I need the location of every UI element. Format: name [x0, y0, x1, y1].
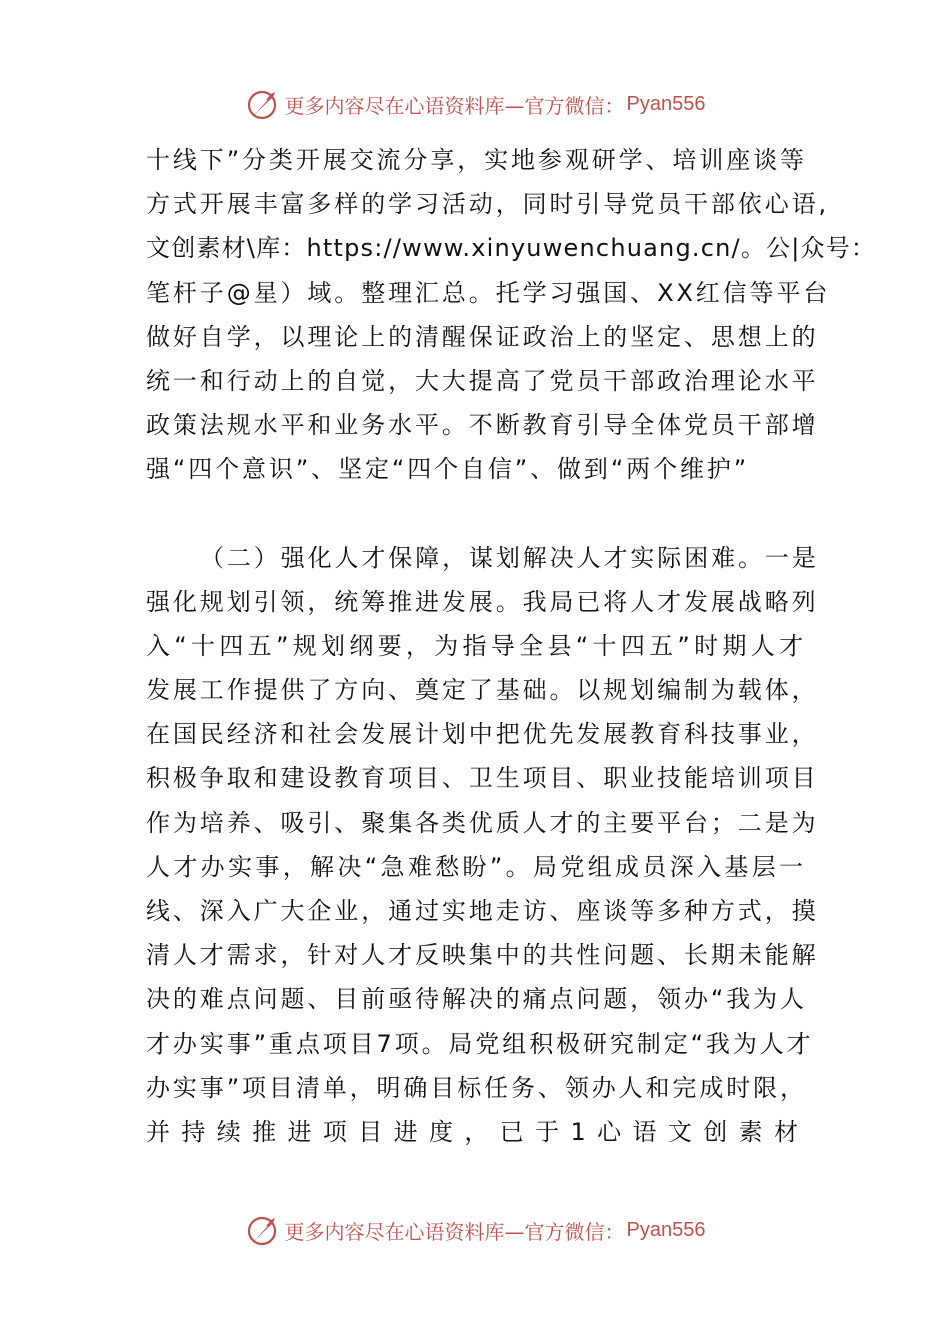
text-line: 政策法规水平和业务水平。不断教育引导全体党员干部增	[146, 411, 819, 440]
footer-banner-text: 更多内容尽在心语资料库—官方微信：	[284, 1219, 625, 1244]
text-line: （二）强化人才保障，谋划解决人才实际困难。一是	[200, 543, 819, 572]
text-line: 笔杆子@星）域。整理汇总。托学习强国、XX红信等平台	[146, 278, 831, 307]
quill-logo-icon	[245, 1212, 281, 1248]
text-line: 清人才需求，针对人才反映集中的共性问题、长期未能解	[146, 941, 819, 970]
paragraph-1	[146, 138, 877, 492]
text-line: 方式开展丰富多样的学习活动，同时引导党员干部依心语,	[146, 190, 830, 219]
header-wechat-id: Pyan556	[626, 92, 706, 115]
footer-banner	[0, 1210, 950, 1250]
text-line: 办实事”项目清单，明确目标任务、领办人和完成时限，	[146, 1073, 807, 1102]
document-body	[146, 138, 877, 1154]
text-line: 强化规划引领，统筹推进发展。我局已将人才发展战略列	[146, 587, 819, 616]
text-line: 文创素材\库：https://www.xinyuwenchuang.cn/。公|众号：	[146, 234, 877, 263]
text-line: 强“四个意识”、坚定“四个自信”、做到“两个维护”	[146, 455, 750, 484]
text-line: 统一和行动上的自觉，大大提高了党员干部政治理论水平	[146, 366, 819, 395]
quill-logo-icon	[245, 86, 281, 122]
text-line: 并持续推进项目进度，已于1心语文创素材	[146, 1117, 806, 1146]
footer-wechat-id: Pyan556	[626, 1218, 706, 1241]
paragraph-2	[146, 536, 819, 1155]
paragraph-gap	[146, 492, 806, 536]
text-line: 积极争取和建设教育项目、卫生项目、职业技能培训项目	[146, 764, 819, 793]
text-line: 作为培养、吸引、聚集各类优质人才的主要平台；二是为	[146, 808, 819, 837]
text-line: 十线下”分类开展交流分享，实地参观研学、培训座谈等	[146, 146, 807, 174]
text-line: 人才办实事，解决“急难愁盼”。局党组成员深入基层一	[146, 852, 806, 881]
header-banner-text: 更多内容尽在心语资料库—官方微信：	[284, 93, 625, 118]
text-line: 线、深入广大企业，通过实地走访、座谈等多种方式，摸	[146, 897, 819, 925]
text-line: 入“十四五”规划纲要，为指导全县“十四五”时期人才	[146, 631, 806, 660]
text-line: 决的难点问题、目前亟待解决的痛点问题，领办“我为人	[146, 985, 807, 1014]
header-banner	[0, 84, 950, 124]
text-line: 发展工作提供了方向、奠定了基础。以规划编制为载体，	[146, 676, 819, 705]
text-line: 做好自学，以理论上的清醒保证政治上的坚定、思想上的	[146, 322, 819, 351]
text-line: 在国民经济和社会发展计划中把优先发展教育科技事业，	[146, 720, 819, 749]
text-line: 才办实事”重点项目7项。局党组积极研究制定“我为人才	[146, 1029, 814, 1058]
